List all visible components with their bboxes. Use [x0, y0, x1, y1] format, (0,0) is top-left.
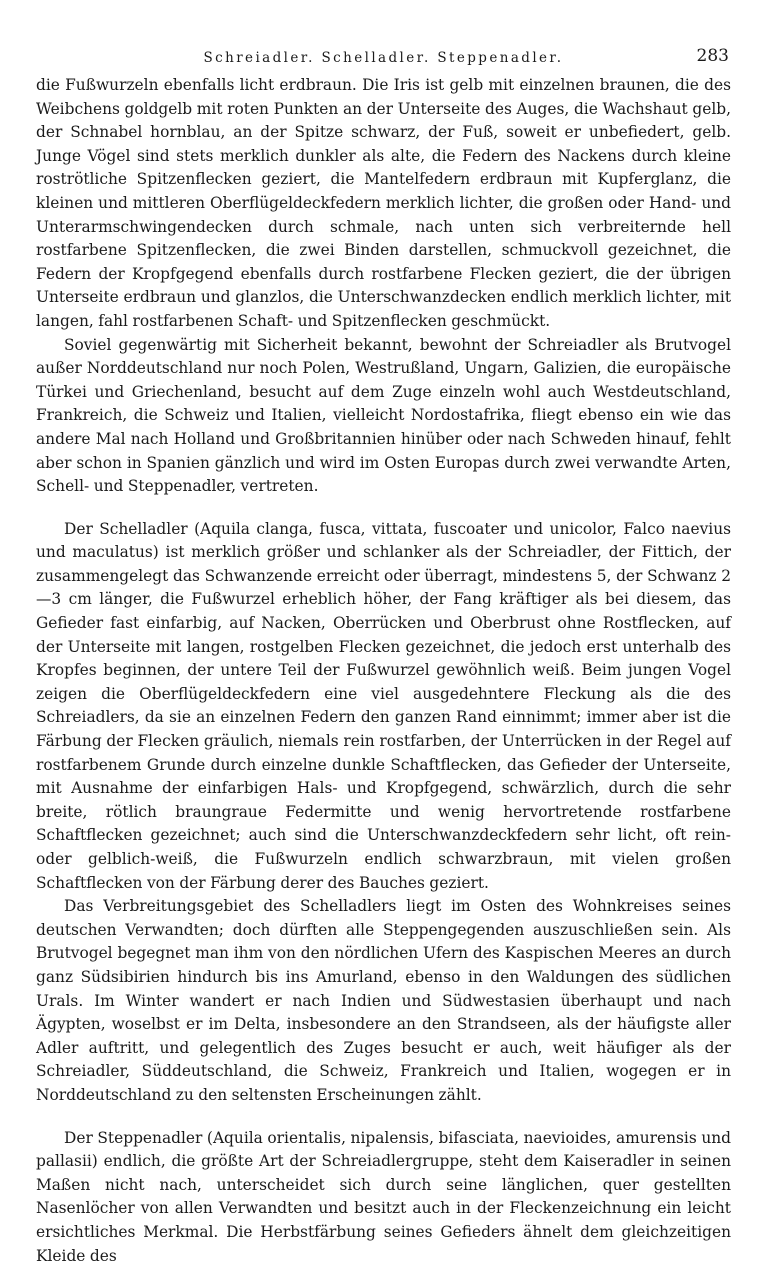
- paragraph-distribution-schreiadler: Soviel gegenwärtig mit Sicherheit bekannt, bewohnt der Schreiadler als Brutvogel außer Norddeutschland nur noch Polen, Westrußland, Ungarn, Galizien, die europäische Türkei und Griechenland, besucht auf dem Zuge einzeln wohl auch Westdeutschland, Frankreich, die Schweiz und Italien, vielleicht Nordostafrika, fliegt ebenso ein wie das andere Mal nach Holland und Großbritannien hinüber oder nach Schweden hinauf, fehlt aber schon in Spanien gänzlich und wird im Osten Europas durch zwei verwandte Arten, Schell- und Steppenadler, vertreten.: [36, 335, 731, 496]
- paragraph-schelladler-distribution: Das Verbreitungsgebiet des Schelladlers liegt im Osten des Wohnkreises seines deutschen Verwandten; doch dürften alle Steppengegenden auszuschließen sein. Als Brutvogel begegnet man ihm von den nördlichen Ufern des Kaspischen Meeres an durch ganz Südsibirien hindurch bis ins Amurland, ebenso in den Waldungen des südlichen Urals. Im Winter wandert er nach Indien und Südwestasien überhaupt und nach Ägypten, woselbst er im Delta, insbesondere an den Strandseen, als der häufigste aller Adler auftritt, und gelegentlich des Zuges besucht er auch, weit häufiger als der Schreiadler, Süddeutschland, die Schweiz, Frankreich und Italien, wogegen er in Norddeutschland zu den seltensten Erscheinungen zählt.: [36, 897, 731, 1104]
- running-head: [36, 46, 731, 74]
- body-text: [36, 74, 731, 1268]
- paragraph-schelladler-description: Der Schelladler (Aquila clanga, fusca, vittata, fuscoater und unicolor, Falco naevius und maculatus) ist merklich größer und schlanker als der Schreiadler, der Fittich, der zusammengelegt das Schwanzende erreicht oder überragt, mindestens 5, der Schwanz 2—3 cm länger, die Fußwurzel erheblich höher, der Fang kräftiger als bei diesem, das Gefieder fast einfarbig, auf Nacken, Oberrücken und Oberbrust ohne Rostflecken, auf der Unterseite mit langen, rostgelben Flecken gezeichnet, die jedoch erst unterhalb des Kropfes beginnen, der untere Teil der Fußwurzel gewöhnlich weiß. Beim jungen Vogel zeigen die Oberflügeldeckfedern eine viel ausgedehntere Fleckung als die des Schreiadlers, da sie an einzelnen Federn den ganzen Rand einnimmt; immer aber ist die Färbung der Flecken gräulich, niemals rein rostfarben, der Unterrücken in der Regel auf rostfarbenem Grunde durch einzelne dunkle Schaftflecken, das Gefieder der Unterseite, mit Ausnahme der einfarbigen Hals- und Kropfgegend, schwärzlich, durch die sehr breite, rötlich braungraue Federmitte und wenig hervortretende rostfarbene Schaftflecken gezeichnet; auch sind die Unterschwanzdeckfedern sehr licht, oft rein- oder gelblich-weiß, die Fußwurzeln endlich schwarzbraun, mit vielen großen Schaftflecken von der Färbung derer des Bauches geziert.: [36, 519, 731, 892]
- page-number: 283: [696, 46, 729, 66]
- paragraph-continuation: die Fußwurzeln ebenfalls licht erdbraun. Die Iris ist gelb mit einzelnen braunen, die des Weibchens goldgelb mit roten Punkten an der Unterseite des Auges, die Wachshaut gelb, der Schnabel hornblau, an der Spitze schwarz, der Fuß, soweit er unbefiedert, gelb. Junge Vögel sind stets merklich dunkler als alte, die Federn des Nackens durch kleine roströtliche Spitzenflecken geziert, die Mantelfedern erdbraun mit Kupferglanz, die kleinen und mittleren Oberflügeldeckfedern merklich lichter, die großen oder Hand- und Unterarmschwingendecken durch schmale, nach unten sich verbreiternde hell rostfarbene Spitzenflecken, die zwei Binden darstellen, schmuckvoll gezeichnet, die Federn der Kropfgegend ebenfalls durch rostfarbene Flecken geziert, die der übrigen Unterseite erdbraun und glanzlos, die Unterschwanzdecken endlich merklich lichter, mit langen, fahl rostfarbenen Schaft- und Spitzenflecken geschmückt.: [36, 76, 731, 330]
- paragraph-steppenadler-description: Der Steppenadler (Aquila orientalis, nipalensis, bifasciata, naevioides, amurensis und pallasii) endlich, die größte Art der Schreiadlergruppe, steht dem Kaiseradler in seinen Maßen nicht nach, unterscheidet sich durch seine länglichen, quer gestellten Nasenlöcher von allen Verwandten und besitzt auch in der Fleckenzeichnung ein leicht ersichtliches Merkmal. Die Herbstfärbung seines Gefieders ähnelt dem gleichzeitigen Kleide des: [36, 1128, 731, 1265]
- running-title: Schreiadler. Schelladler. Steppenadler.: [203, 50, 564, 66]
